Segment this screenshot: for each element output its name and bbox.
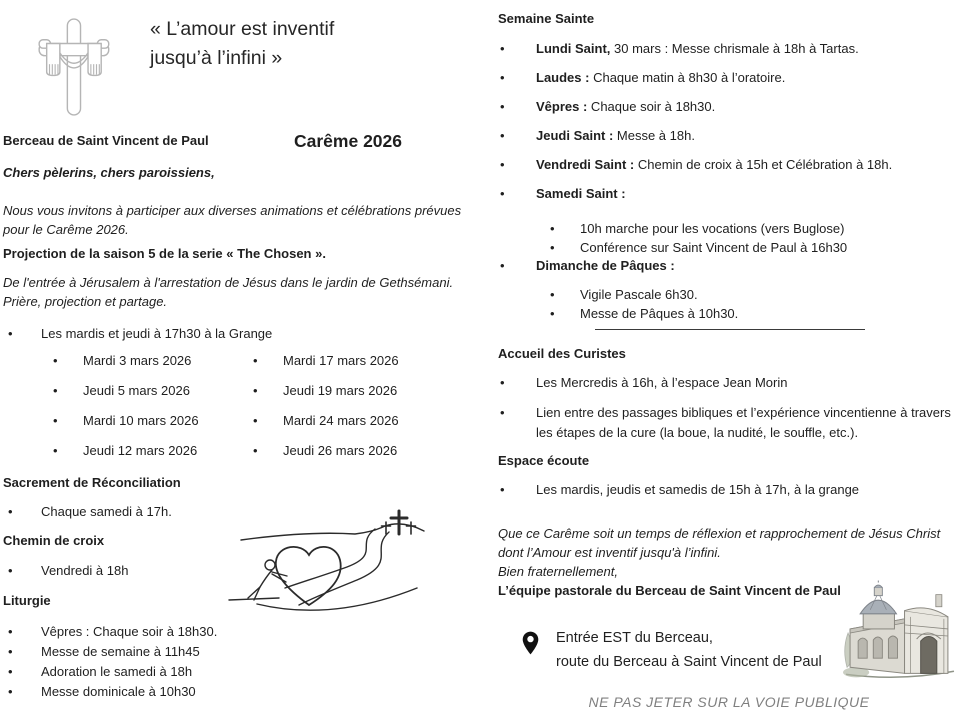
footer-notice: NE PAS JETER SUR LA VOIE PUBLIQUE: [588, 694, 870, 710]
bullet-icon: [203, 352, 283, 370]
item-text: Chaque soir à 18h30.: [587, 99, 716, 114]
liturgie-item: • Messe de semaine à 11h45: [3, 642, 463, 662]
semaine-item: [498, 127, 960, 145]
bullet-icon: [3, 382, 83, 400]
sub-item: • Vigile Pascale 6h30.: [498, 285, 960, 304]
page-title: Carême 2026: [294, 131, 402, 151]
location-line: Entrée EST du Berceau,: [556, 630, 713, 646]
bullet-icon: [498, 219, 580, 238]
ecoute-item: • Les mardis, jeudis et samedis de 15h à 17h, à la grange: [498, 481, 960, 499]
bullet-icon: [498, 481, 536, 499]
semaine-item: [498, 69, 960, 87]
church-sketch-image: [842, 580, 958, 697]
bullet-icon: [3, 622, 41, 642]
bullet-icon: [3, 562, 41, 580]
bullet-icon: [498, 304, 580, 323]
item-text: Chaque matin à 8h30 à l’oratoire.: [589, 70, 786, 85]
sub-item: • Messe de Pâques à 10h30.: [498, 304, 960, 323]
liturgie-item: • Vêpres : Chaque soir à 18h30.: [3, 622, 463, 642]
bullet-icon: [498, 238, 580, 257]
org-name: Berceau de Saint Vincent de Paul: [3, 133, 209, 148]
bullet-icon: [498, 98, 536, 116]
semaine-item: [498, 98, 960, 116]
date-item: • Jeudi 19 mars 2026: [203, 382, 463, 412]
item-text: Messe à 18h.: [613, 128, 695, 143]
date-item: • Mardi 24 mars 2026: [203, 412, 463, 442]
closing-signature: L’équipe pastorale du Berceau de Saint Vincent de Paul: [498, 583, 841, 598]
item-label: Vêpres :: [536, 99, 588, 114]
right-column: [498, 10, 960, 600]
bullet-icon: [3, 352, 83, 370]
bullet-icon: [498, 403, 536, 423]
bullet-icon: [498, 257, 536, 275]
bullet-icon: [498, 285, 580, 304]
bullet-icon: [498, 40, 536, 58]
date-item: • Mardi 10 mars 2026: [3, 412, 203, 442]
bullet-icon: [498, 127, 536, 145]
bullet-icon: [203, 382, 283, 400]
semaine-heading: Semaine Sainte: [498, 11, 595, 26]
paques-item: • Dimanche de Pâques :: [498, 257, 960, 275]
section-divider: [595, 329, 865, 330]
item-text: 30 mars : Messe chrismale à 18h à Tartas.: [610, 41, 859, 56]
bullet-icon: [3, 662, 41, 682]
date-item: • Jeudi 5 mars 2026: [3, 382, 203, 412]
item-label: Lundi Saint,: [536, 41, 611, 56]
location-address: [556, 627, 822, 674]
chemin-heading: Chemin de croix: [3, 533, 105, 548]
bullet-icon: [203, 412, 283, 430]
intro-paragraph: Nous vous invitons à participer aux diverses animations et célébrations prévues pour le Carême 2026.: [3, 203, 462, 237]
bullet-icon: [498, 374, 536, 392]
bullet-icon: [498, 185, 536, 203]
closing-wish: Que ce Carême soit un temps de réflexion et rapprochement de Jésus Christ dont l’Amour est inventif jusqu'à l’infini.: [498, 526, 941, 560]
date-item: • Mardi 17 mars 2026: [203, 352, 463, 382]
chemin-item: • Vendredi à 18h: [3, 562, 463, 580]
samedi-sublist: [498, 219, 960, 257]
date-item: • Jeudi 26 mars 2026: [203, 442, 463, 472]
bullet-icon: [3, 682, 41, 702]
bullet-icon: [3, 442, 83, 460]
reconciliation-item: • Chaque samedi à 17h.: [3, 503, 463, 521]
closing-salutation: Bien fraternellement,: [498, 564, 618, 579]
liturgie-list: [3, 622, 463, 702]
sub-item: • Conférence sur Saint Vincent de Paul à 16h30: [498, 238, 960, 257]
item-label: Vendredi Saint :: [536, 157, 635, 172]
reconciliation-heading: Sacrement de Réconciliation: [3, 475, 181, 490]
accueil-heading: Accueil des Curistes: [498, 346, 626, 361]
bullet-icon: [3, 642, 41, 662]
bullet-icon: [3, 325, 41, 343]
semaine-item: [498, 185, 960, 203]
bullet-icon: [498, 69, 536, 87]
item-label: Jeudi Saint :: [536, 128, 614, 143]
salutation: Chers pèlerins, chers paroissiens,: [3, 165, 215, 180]
projection-schedule-item: • Les mardis et jeudi à 17h30 à la Grange: [3, 325, 463, 343]
sub-item: • 10h marche pour les vocations (vers Buglose): [498, 219, 960, 238]
date-item: • Mardi 3 mars 2026: [3, 352, 203, 382]
liturgie-heading: Liturgie: [3, 593, 51, 608]
item-label: Samedi Saint :: [536, 186, 626, 201]
bullet-icon: [203, 442, 283, 460]
liturgie-item: • Adoration le samedi à 18h: [3, 662, 463, 682]
semaine-item: [498, 156, 960, 174]
date-item: • Jeudi 12 mars 2026: [3, 442, 203, 472]
location-line: route du Berceau à Saint Vincent de Paul: [556, 653, 822, 670]
accueil-item: • Les Mercredis à 16h, à l’espace Jean Morin: [498, 374, 960, 392]
accueil-item: • Lien entre des passages bibliques et l’expérience vincentienne à travers les étapes de la cure (la boue, la nudité, le souffle, etc.).: [498, 403, 960, 442]
paques-sublist: [498, 285, 960, 323]
headline-quote: « L’amour est inventif jusqu’à l’infini »: [150, 18, 335, 69]
location-pin-icon: [522, 630, 539, 661]
item-label: Laudes :: [536, 70, 590, 85]
semaine-item: [498, 40, 960, 58]
bullet-icon: [3, 503, 41, 521]
heart-stone-drawing: [227, 492, 427, 623]
projection-description: De l'entrée à Jérusalem à l'arrestation de Jésus dans le jardin de Gethsémani. Prière, projection et partage.: [3, 275, 454, 309]
liturgie-item: • Messe dominicale à 10h30: [3, 682, 463, 702]
item-text: Chemin de croix à 15h et Célébration à 18h.: [634, 157, 893, 172]
ecoute-heading: Espace écoute: [498, 453, 590, 468]
projection-heading: Projection de la saison 5 de la serie « The Chosen ».: [3, 246, 326, 261]
projection-dates-list: [3, 352, 463, 472]
cross-logo-icon: [26, 12, 120, 127]
bullet-icon: [3, 412, 83, 430]
bullet-icon: [498, 156, 536, 174]
